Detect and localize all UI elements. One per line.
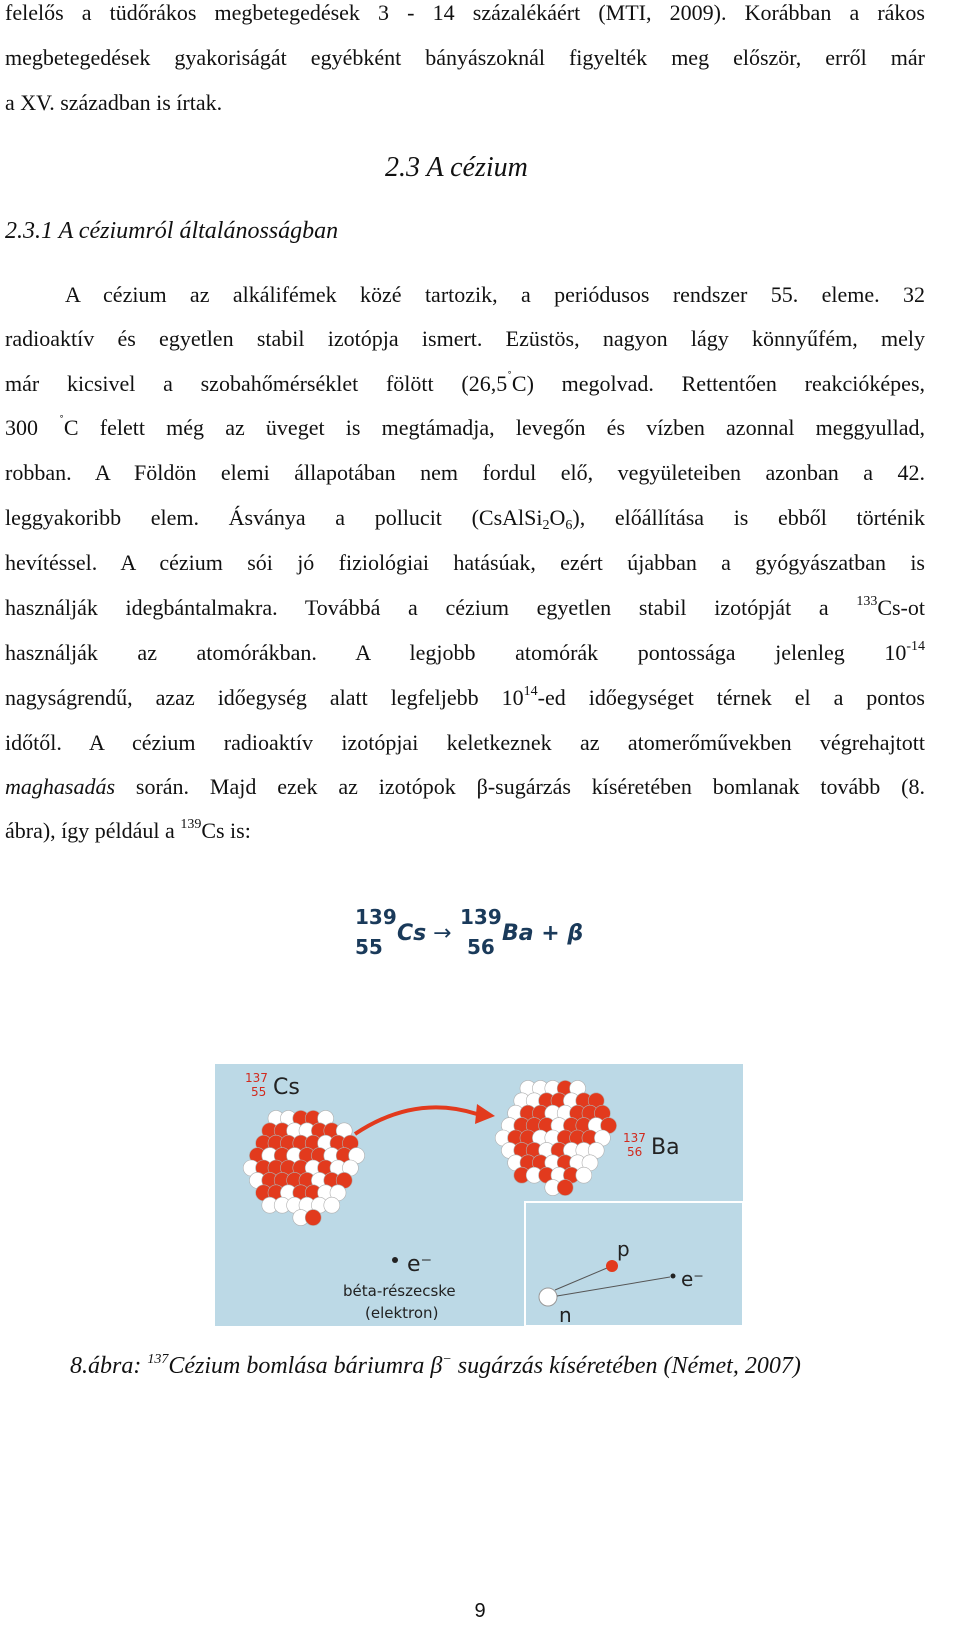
- beta-label-line-1: béta-részecske: [343, 1282, 456, 1300]
- paragraph-line-4: 300 ˚C felett még az üveget is megtámadja, levegőn és vízben azonnal meggyullad,: [5, 414, 926, 440]
- nucleon: [576, 1167, 592, 1183]
- nucleon: [305, 1210, 321, 1226]
- beta-label-line-2: (elektron): [365, 1304, 439, 1322]
- paragraph-line-11: időtől. A cézium radioaktív izotópjai keletkeznek az atomerőművekben végrehajtott: [5, 730, 925, 755]
- intro-line-1: felelős a tüdőrákos megbetegedések 3 - 14 százalékáért (MTI, 2009). Korábban a rákos: [5, 0, 925, 25]
- decay-illustration: [215, 1064, 743, 1326]
- section-title: 2.3 A cézium: [385, 152, 528, 183]
- cs-symbol-label: Cs: [273, 1075, 300, 1100]
- electron-label: e⁻: [407, 1252, 433, 1277]
- intro-line-3: a XV. században is írtak.: [5, 90, 223, 115]
- paragraph-line-5: robban. A Földön elemi állapotában nem fordul elő, vegyületeiben azonban a 42.: [5, 460, 925, 485]
- parent-mass: 139: [355, 905, 397, 929]
- ba-mass-label: 137: [623, 1131, 646, 1145]
- paragraph-line-12: maghasadás során. Majd ezek az izotópok β-sugárzás kíséretében bomlanak tovább (8.: [5, 774, 925, 799]
- page-number: 9: [474, 1600, 486, 1622]
- paragraph-line-9: használják az atomórákban. A legjobb atomórák pontossága jelenleg $10^{-14}$: [5, 639, 925, 665]
- ba-z-label: 56: [627, 1145, 643, 1159]
- cs-z-label: 55: [251, 1085, 267, 1099]
- inset-proton: [606, 1260, 618, 1272]
- beta-electron: [392, 1257, 398, 1263]
- paragraph-line-13: ábra), így például a $^{139}$Cs is:: [5, 817, 251, 843]
- nucleon: [557, 1180, 573, 1196]
- daughter-mass: 139: [460, 905, 502, 929]
- decay-arrow: →: [433, 921, 452, 946]
- parent-symbol: Cs: [397, 921, 427, 946]
- inset-electron: [671, 1274, 676, 1279]
- paragraph-line-3: már kicsivel a szobahőmérséklet fölött (26,5˚C) megolvad. Rettentően reakcióképes,: [5, 370, 925, 396]
- paragraph-line-7: hevítéssel. A cézium sói jó fiziológiai hatásúak, ezért újabban a gyógyászatban is: [5, 550, 925, 575]
- subsection-title: 2.3.1 A céziumról általánosságban: [5, 218, 339, 244]
- paragraph-line-2: radioaktív és egyetlen stabil izotópja ismert. Ezüstös, nagyon lágy könnyűfém, mely: [5, 326, 925, 351]
- paragraph-line-6: leggyakoribb elem. Ásványa a pollucit $(CsAlSi_2O_6)$, előállítása is ebből történik: [5, 505, 925, 533]
- parent-atomic-number: 55: [355, 935, 383, 959]
- inset-electron-label: e⁻: [681, 1267, 704, 1291]
- intro-line-2: megbetegedések gyakoriságát egyébként bányászoknál figyelték meg először, erről már: [5, 45, 925, 70]
- figure-caption: 8.ábra: $^{137}$Cézium bomlása báriumra β− sugárzás kíséretében (Német, 2007): [70, 1352, 801, 1379]
- inset-neutron: [539, 1288, 557, 1306]
- paragraph-line-8: használják idegbántalmakra. Továbbá a cézium egyetlen stabil izotópját a $^{133}$Cs-ot: [5, 594, 925, 620]
- decay-equation: [355, 902, 615, 966]
- cs-mass-label: 137: [245, 1071, 268, 1085]
- nucleon: [324, 1197, 340, 1213]
- paragraph-line-1: A cézium az alkálifémek közé tartozik, a periódusos rendszer 55. eleme. 32: [65, 282, 925, 307]
- ba-symbol-label: Ba: [651, 1135, 680, 1160]
- paragraph-line-10: nagyságrendű, azaz időegység alatt legfeljebb $10^{14}-ed$ időegységet térnek el a pontos: [5, 684, 925, 710]
- inset-neutron-label: n: [559, 1303, 572, 1326]
- inset-proton-label: p: [617, 1237, 630, 1261]
- daughter-symbol: Ba + β: [502, 921, 584, 946]
- daughter-atomic-number: 56: [467, 935, 495, 959]
